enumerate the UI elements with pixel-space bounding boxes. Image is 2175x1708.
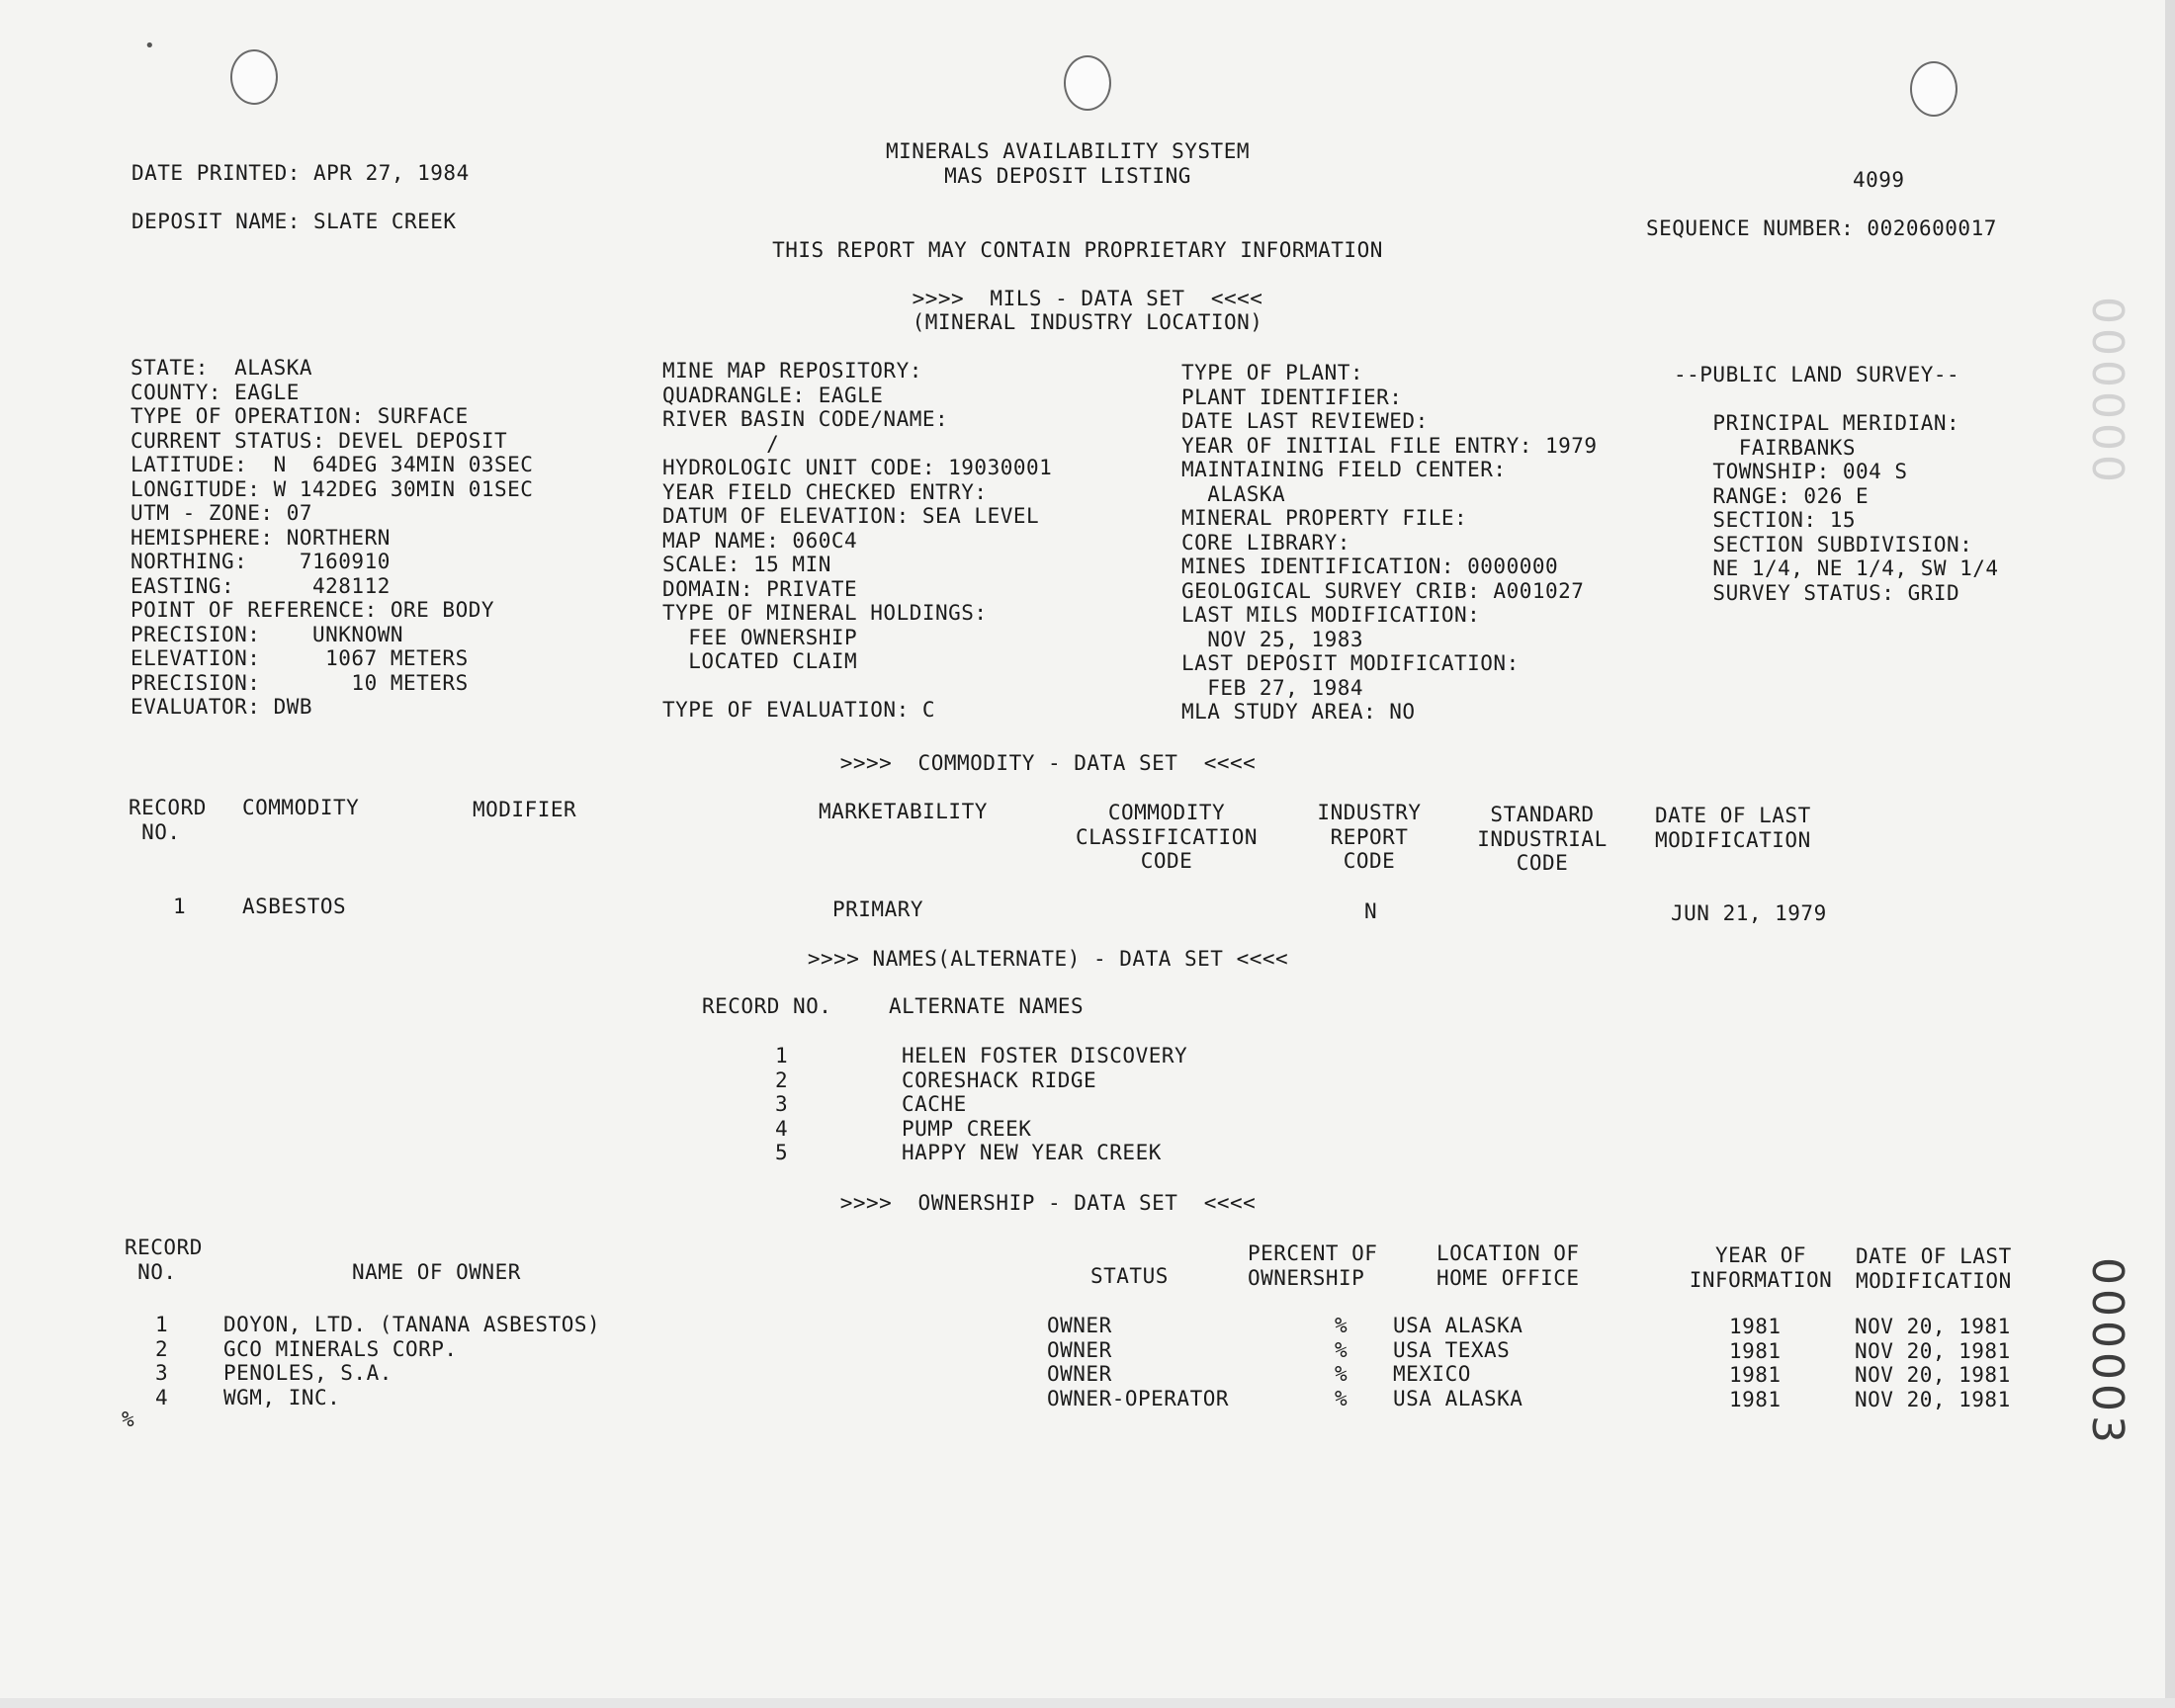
page-edge-bottom	[0, 1698, 2175, 1708]
mils-field: COUNTY: EAGLE	[130, 380, 300, 404]
ownership-header-record: RECORD NO.	[125, 1236, 203, 1284]
commodity-section-title: >>>> COMMODITY - DATA SET <<<<	[839, 751, 1257, 775]
punch-hole-left	[230, 49, 278, 105]
commodity-header-class-code: COMMODITY CLASSIFICATION CODE	[1075, 801, 1258, 873]
ownership-row-year: 1981	[1729, 1363, 1782, 1387]
mils-field: STATE: ALASKA	[130, 356, 313, 380]
mils-field: TYPE OF EVALUATION: C	[662, 698, 936, 722]
sequence-number: SEQUENCE NUMBER: 0020600017	[1646, 216, 1997, 240]
mils-field: LONGITUDE: W 142DEG 30MIN 01SEC	[130, 476, 534, 501]
mils-field: HEMISPHERE: NORTHERN	[130, 525, 391, 550]
commodity-header-last-mod: DATE OF LAST MODIFICATION	[1655, 804, 1811, 852]
names-row-record: 3	[775, 1092, 789, 1116]
stray-mark: •	[144, 36, 155, 56]
ownership-row-percent: %	[1335, 1386, 1348, 1410]
page-number: 4099	[1853, 168, 1905, 192]
commodity-row-industry-code: N	[1364, 899, 1378, 923]
ownership-row-year: 1981	[1729, 1338, 1782, 1363]
commodity-row-last-mod: JUN 21, 1979	[1671, 901, 1827, 925]
ownership-row-status: OWNER	[1047, 1337, 1112, 1362]
mils-field: DATUM OF ELEVATION: SEA LEVEL	[662, 504, 1040, 528]
mils-column-location	[130, 356, 533, 720]
mils-field: QUADRANGLE: EAGLE	[662, 383, 884, 407]
mils-field: LOCATED CLAIM	[662, 649, 858, 673]
ownership-header-percent: PERCENT OF OWNERSHIP	[1248, 1241, 1378, 1290]
date-printed: DATE PRINTED: APR 27, 1984	[131, 161, 470, 185]
mils-field	[1674, 387, 1999, 412]
commodity-header-record: RECORD NO.	[129, 796, 207, 844]
mils-field: GEOLOGICAL SURVEY CRIB: A001027	[1181, 578, 1585, 603]
system-title: MINERALS AVAILABILITY SYSTEM	[885, 139, 1250, 163]
ownership-header-location: LOCATION OF HOME OFFICE	[1436, 1241, 1580, 1290]
mils-field: LAST DEPOSIT MODIFICATION:	[1181, 651, 1520, 675]
mils-field: MINE MAP REPOSITORY:	[662, 359, 922, 383]
mils-field: UTM - ZONE: 07	[130, 501, 313, 525]
ownership-row-percent: %	[1335, 1337, 1348, 1362]
ownership-row-status: OWNER-OPERATOR	[1047, 1386, 1230, 1410]
mils-column-administration	[1181, 361, 1598, 725]
mils-field: TYPE OF OPERATION: SURFACE	[130, 404, 469, 428]
mils-field: LATITUDE: N 64DEG 34MIN 03SEC	[130, 453, 534, 476]
mils-field: EVALUATOR: DWB	[130, 695, 313, 719]
mils-field: RIVER BASIN CODE/NAME:	[662, 407, 949, 431]
mils-field: ELEVATION: 1067 METERS	[130, 646, 469, 670]
names-row-record: 1	[775, 1044, 789, 1068]
mils-field: MAINTAINING FIELD CENTER:	[1181, 458, 1507, 481]
mils-field: YEAR OF INITIAL FILE ENTRY: 1979	[1181, 433, 1598, 458]
table-row	[0, 1313, 2076, 1337]
commodity-header-commodity: COMMODITY	[242, 796, 360, 819]
names-row-record: 2	[775, 1068, 789, 1092]
ownership-row-last-mod: NOV 20, 1981	[1855, 1363, 2011, 1387]
ownership-row-location: USA ALASKA	[1393, 1314, 1523, 1337]
ownership-row-record: 3	[155, 1361, 169, 1385]
ownership-header-year: YEAR OF INFORMATION	[1689, 1243, 1833, 1292]
ownership-row-record: 4	[155, 1385, 169, 1409]
names-row-name: HAPPY NEW YEAR CREEK	[902, 1141, 1162, 1164]
mils-field: HYDROLOGIC UNIT CODE: 19030001	[662, 456, 1053, 479]
ownership-row-year: 1981	[1729, 1387, 1782, 1411]
margin-stamp-upper: 000000	[2082, 297, 2132, 486]
mils-section-title: >>>> MILS - DATA SET <<<<	[912, 287, 1263, 310]
commodity-header-sic-code: STANDARD INDUSTRIAL CODE	[1477, 803, 1608, 875]
ownership-row-record: 1	[155, 1313, 169, 1336]
mils-field: MAP NAME: 060C4	[662, 528, 858, 553]
ownership-table	[0, 1313, 2076, 1409]
mils-section-subtitle: (MINERAL INDUSTRY LOCATION)	[912, 310, 1263, 334]
mils-field: TYPE OF PLANT:	[1181, 361, 1364, 384]
mils-field: TYPE OF MINERAL HOLDINGS:	[662, 601, 988, 625]
proprietary-notice: THIS REPORT MAY CONTAIN PROPRIETARY INFORMATION	[772, 238, 1383, 262]
mils-field: PLANT IDENTIFIER:	[1181, 384, 1403, 409]
mils-field: TOWNSHIP: 004 S	[1674, 460, 1908, 483]
ownership-row-last-mod: NOV 20, 1981	[1855, 1387, 2011, 1411]
ownership-row-year: 1981	[1729, 1315, 1782, 1338]
ownership-row-status: OWNER	[1047, 1362, 1112, 1386]
commodity-header-marketability: MARKETABILITY	[819, 800, 988, 823]
mils-field: YEAR FIELD CHECKED ENTRY:	[662, 479, 988, 504]
mils-field: PRECISION: 10 METERS	[130, 670, 469, 695]
ownership-row-percent: %	[1335, 1314, 1348, 1337]
mils-field: SECTION: 15	[1674, 508, 1857, 532]
ownership-row-last-mod: NOV 20, 1981	[1855, 1338, 2011, 1363]
mils-field: NE 1/4, NE 1/4, SW 1/4	[1674, 556, 1999, 580]
names-row-name: CORESHACK RIDGE	[902, 1068, 1097, 1092]
ownership-header-name: NAME OF OWNER	[352, 1260, 521, 1284]
ownership-row-name: PENOLES, S.A.	[223, 1361, 392, 1385]
mils-field: MINERAL PROPERTY FILE:	[1181, 506, 1468, 530]
names-header-names: ALTERNATE NAMES	[889, 994, 1085, 1018]
mils-field: CORE LIBRARY:	[1181, 530, 1350, 555]
mils-column-geography	[662, 359, 1052, 723]
mils-field: LAST MILS MODIFICATION:	[1181, 603, 1481, 627]
ownership-end-mark: %	[122, 1408, 135, 1431]
names-section-title: >>>> NAMES(ALTERNATE) - DATA SET <<<<	[807, 947, 1289, 971]
names-row-name: PUMP CREEK	[902, 1116, 1032, 1141]
commodity-row-marketability: PRIMARY	[832, 897, 924, 921]
ownership-row-location: USA ALASKA	[1393, 1386, 1523, 1410]
mils-field: DOMAIN: PRIVATE	[662, 576, 858, 601]
land-survey-title: --PUBLIC LAND SURVEY--	[1674, 363, 1960, 386]
mils-field: DATE LAST REVIEWED:	[1181, 409, 1429, 433]
ownership-row-location: USA TEXAS	[1393, 1337, 1511, 1362]
ownership-row-name: GCO MINERALS CORP.	[223, 1336, 458, 1361]
mils-field: NORTHING: 7160910	[130, 550, 391, 573]
names-row-record: 5	[775, 1141, 789, 1164]
mils-field: RANGE: 026 E	[1674, 483, 1870, 508]
mils-field: FEB 27, 1984	[1181, 675, 1364, 700]
mils-field: POINT OF REFERENCE: ORE BODY	[130, 598, 495, 622]
ownership-header-status: STATUS	[1090, 1264, 1169, 1288]
mils-field: PRECISION: UNKNOWN	[130, 622, 404, 646]
punch-hole-right	[1910, 61, 1958, 117]
commodity-row-record: 1	[173, 895, 187, 918]
page-edge-right	[2165, 0, 2175, 1708]
mils-column-land-survey	[1674, 363, 1999, 605]
ownership-section-title: >>>> OWNERSHIP - DATA SET <<<<	[839, 1191, 1257, 1215]
table-row	[0, 1361, 2076, 1386]
mils-field: MLA STUDY AREA: NO	[1181, 700, 1416, 724]
table-row	[0, 1386, 2076, 1410]
mils-field: FAIRBANKS	[1674, 435, 1857, 460]
ownership-row-status: OWNER	[1047, 1314, 1112, 1337]
mils-field: MINES IDENTIFICATION: 0000000	[1181, 555, 1559, 578]
mils-field: SURVEY STATUS: GRID	[1674, 580, 1960, 605]
names-row-record: 4	[775, 1116, 789, 1141]
ownership-row-percent: %	[1335, 1362, 1348, 1386]
mils-field: EASTING: 428112	[130, 573, 391, 598]
ownership-header-last-mod: DATE OF LAST MODIFICATION	[1856, 1244, 2012, 1293]
mils-field: PRINCIPAL MERIDIAN:	[1674, 411, 1960, 435]
ownership-row-name: WGM, INC.	[223, 1385, 341, 1409]
mils-field: ALASKA	[1181, 481, 1286, 506]
mils-field	[662, 674, 1052, 699]
mils-field: FEE OWNERSHIP	[662, 625, 858, 649]
punch-hole-center	[1064, 55, 1111, 111]
names-row-name: CACHE	[902, 1092, 967, 1116]
names-header-record: RECORD NO.	[702, 994, 832, 1018]
mils-field: NOV 25, 1983	[1181, 627, 1364, 651]
mils-field: SECTION SUBDIVISION:	[1674, 532, 1973, 556]
ownership-row-location: MEXICO	[1393, 1362, 1471, 1386]
listing-title: MAS DEPOSIT LISTING	[944, 164, 1191, 188]
commodity-row-name: ASBESTOS	[242, 895, 347, 918]
commodity-header-modifier: MODIFIER	[473, 798, 577, 821]
margin-stamp-lower: 000003	[2082, 1257, 2132, 1447]
mils-field: /	[662, 431, 780, 456]
names-row-name: HELEN FOSTER DISCOVERY	[902, 1044, 1188, 1068]
deposit-name: DEPOSIT NAME: SLATE CREEK	[131, 210, 457, 233]
commodity-header-industry-code: INDUSTRY REPORT CODE	[1317, 801, 1422, 873]
ownership-row-record: 2	[155, 1336, 169, 1361]
mils-field: SCALE: 15 MIN	[662, 553, 831, 576]
table-row	[0, 1337, 2076, 1362]
ownership-row-name: DOYON, LTD. (TANANA ASBESTOS)	[223, 1313, 601, 1336]
mils-field: CURRENT STATUS: DEVEL DEPOSIT	[130, 428, 508, 453]
ownership-row-last-mod: NOV 20, 1981	[1855, 1315, 2011, 1338]
